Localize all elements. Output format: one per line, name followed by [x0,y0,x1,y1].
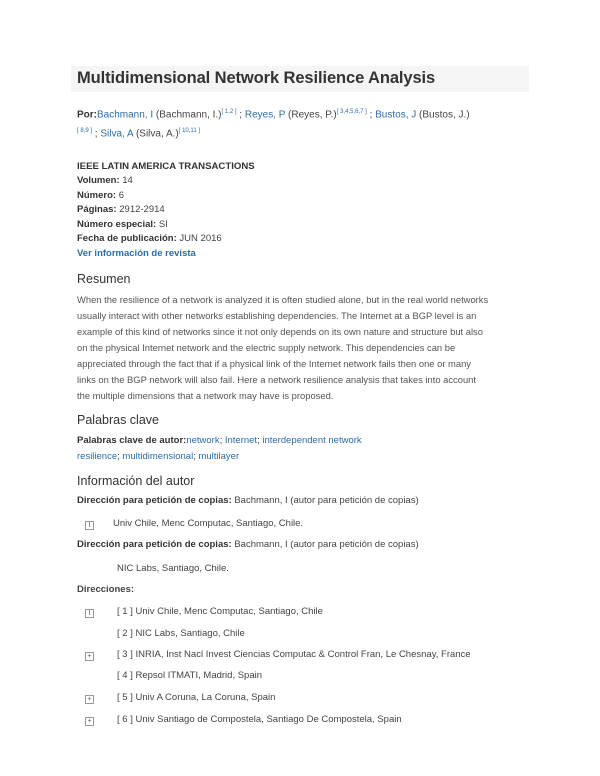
volume-value: 14 [122,175,133,187]
volume-row [77,174,517,189]
author-fullname: (Reyes, P.) [285,109,337,121]
plus-icon[interactable]: + [85,652,94,661]
authors-label: Por: [77,109,97,121]
volume-label: Volumen: [77,175,120,187]
date-label: Fecha de publicación: [77,233,177,245]
reprint-label: Dirección para petición de copias: [77,495,232,507]
number-row [77,189,517,204]
author-separator: ; [236,109,245,121]
author-fullname: (Silva, A.) [133,128,179,140]
pages-row [77,203,517,218]
author-fullname: (Bachmann, I.) [153,109,222,121]
record-page [77,66,517,742]
keyword-link[interactable]: multilayer [198,451,240,463]
author-affil-sup[interactable]: [ 10,11 ] [178,128,200,135]
keyword-link[interactable]: resilience [77,451,118,463]
journal-name: IEEE LATIN AMERICA TRANSACTIONS [77,160,255,172]
address-item: [ 3 ] INRIA, Inst Nacl Invest Ciencias Computac & Control Fran, Le Chesnay, France [117,649,471,661]
author-info-heading: Información del autor [77,474,195,489]
record-title: Multidimensional Network Resilience Analysis [77,69,436,87]
reprint-value: Bachmann, I (autor para petición de copias) [234,495,419,507]
author-affil-sup[interactable]: [ 8,9 ] [77,128,93,135]
keywords-heading: Palabras clave [77,413,159,428]
authors-block [77,104,517,143]
special-value: SI [158,218,168,230]
keyword-link[interactable]: Internet [224,435,258,447]
abstract-line: links on the BGP network will also fail. Here a network resilience analysis that takes into account [77,374,476,386]
address-item: [ 2 ] NIC Labs, Santiago, Chile [117,628,245,640]
pages-value: 2912-2914 [119,204,165,216]
author-separator: ; [92,128,101,140]
date-value: JUN 2016 [179,233,222,245]
address-item: [ 4 ] Repsol ITMATI, Madrid, Spain [117,670,263,682]
author-affil-sup[interactable]: [ 1,2 ] [221,109,237,115]
number-label: Número: [77,189,117,201]
source-block [77,160,517,262]
abstract-line: When the resilience of a network is analyzed it is often studied alone, but in the real world networks [77,294,489,306]
abstract-heading: Resumen [77,272,131,287]
plus-icon[interactable]: + [85,695,94,704]
author-fullname: (Bustos, J.) [416,109,470,121]
addresses-label: Direcciones: [77,584,135,596]
reprint-address-1: Univ Chile, Menc Computac, Santiago, Chile. [113,518,304,530]
keywords-block: Palabras clave de autor:network; Internet; interdependent network resilience; multidimensional; multilayer [77,435,362,463]
reprint-row [77,539,419,550]
title-bar [71,66,529,92]
author-separator: ; [366,109,376,121]
pages-label: Páginas: [77,204,117,216]
date-row [77,232,517,247]
author-link-bustos[interactable]: Bustos, J [375,109,417,121]
author-link-bachmann[interactable]: Bachmann, I [97,109,154,121]
reprint-row [77,495,419,506]
reprint-label: Dirección para petición de copias: [77,539,232,551]
abstract-line: the multiple dimensions that a network may have is proposed. [77,390,334,402]
journal-info-link[interactable]: Ver información de revista [77,247,196,259]
reprint-address-2: NIC Labs, Santiago, Chile. [117,563,229,575]
abstract-text [77,292,517,404]
special-label: Número especial: [77,218,157,230]
number-value: 6 [118,189,124,201]
abstract-line: usually interact with other networks establishing dependencies. The Internet at a BGP level is an [77,310,477,322]
author-info-block [77,492,517,742]
address-item: [ 1 ] Univ Chile, Menc Computac, Santiago, Chile [117,606,323,618]
keyword-link[interactable]: interdependent network [262,435,362,447]
author-link-silva[interactable]: Silva, A [100,128,134,140]
reprint-value: Bachmann, I (autor para petición de copias) [234,539,419,551]
abstract-line: appreciated through the fact that if a physical link of the Internet network fails then one or many [77,358,471,370]
journal-info-row [77,247,517,262]
keyword-link[interactable]: network [186,435,220,447]
author-link-reyes[interactable]: Reyes, P [244,109,286,121]
abstract-line: on the physical Internet network and the electric supply network. This dependencies can be [77,342,456,354]
special-row [77,218,517,233]
author-affil-sup[interactable]: [ 3,4,5,6,7 ] [336,109,367,115]
expand-icon[interactable]: I [85,609,94,618]
address-item: [ 5 ] Univ A Coruna, La Coruna, Spain [117,692,276,704]
address-item: [ 6 ] Univ Santiago de Compostela, Santiago De Compostela, Spain [117,714,402,726]
abstract-line: example of this kind of networks since it not only depends on its own nature and structure but also [77,326,483,338]
plus-icon[interactable]: + [85,717,94,726]
keyword-link[interactable]: multidimensional [122,451,194,463]
expand-icon[interactable]: I [85,521,94,530]
keywords-label: Palabras clave de autor: [77,435,187,447]
